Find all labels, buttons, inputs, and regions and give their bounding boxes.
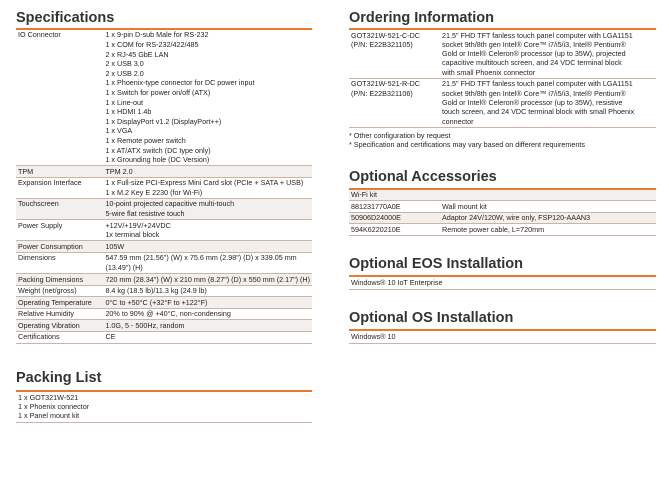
order-model: GOT321W-521-R-DC <box>351 79 420 89</box>
spec-value-line: 1 x Grounding hole (DC Version) <box>105 155 210 165</box>
accessory-description: Adaptor 24V/120W, wire only, FSP120-AAAN3 <box>440 212 656 223</box>
order-model-cell <box>349 29 440 78</box>
right-column <box>349 8 656 344</box>
list-item: 1 x GOT321W-521 <box>18 392 79 402</box>
spec-value <box>103 220 312 241</box>
spec-value-line: (13.49") (H) <box>105 262 143 272</box>
table-row <box>16 252 312 273</box>
spec-value-line: 547.59 mm (21.56") (W) x 75.6 mm (2.98") (D) x 339.05 mm <box>105 253 297 263</box>
note-item: * Other configuration by request <box>349 130 451 140</box>
spec-label: Touchscreen <box>16 199 103 220</box>
order-description-line: connector <box>442 116 474 126</box>
note-item: * Specification and certifications may vary based on different requirements <box>349 140 585 150</box>
spec-value-line: 2 x USB 2.0 <box>105 68 144 78</box>
spec-value-line: 2 x RJ-45 GbE LAN <box>105 49 169 59</box>
spec-value-line: TPM 2.0 <box>105 166 133 176</box>
table-row <box>16 241 312 253</box>
spec-value <box>103 177 312 198</box>
spec-value <box>103 199 312 220</box>
ordering-notes <box>349 131 656 150</box>
spec-value-line: 1.0G, 5 - 500Hz, random <box>105 320 185 330</box>
order-description <box>440 78 656 127</box>
table-row <box>349 224 656 235</box>
spec-value-line: 1x terminal block <box>105 230 160 240</box>
table-row <box>16 220 312 241</box>
accessories-group-label: Wi-Fi kit <box>349 189 656 201</box>
os-title: Optional OS Installation <box>349 310 514 327</box>
table-row <box>16 274 312 286</box>
accessory-code: 594K6220210E <box>349 224 440 235</box>
spec-value <box>103 252 312 273</box>
list-item: 1 x Panel mount kit <box>18 411 80 421</box>
spec-label: Weight (net/gross) <box>16 285 103 297</box>
order-description-line: Gold or Intel® Celeron® processor (up to 35W), resistive <box>442 98 623 108</box>
spec-value <box>103 166 312 178</box>
spec-label: Relative Humidity <box>16 308 103 320</box>
table-row <box>16 320 312 332</box>
eos-title: Optional EOS Installation <box>349 255 524 272</box>
spec-label: Certifications <box>16 332 103 344</box>
accessories-title: Optional Accessories <box>349 168 497 185</box>
list-item: 1 x Phoenix connector <box>18 401 90 411</box>
spec-value-line: 1 x AT/ATX switch (DC type only) <box>105 145 211 155</box>
ordering-table <box>349 28 656 128</box>
spec-value-line: 2 x USB 3.0 <box>105 59 144 69</box>
table-row <box>16 332 312 344</box>
spec-value <box>103 332 312 344</box>
packing-list <box>16 390 312 424</box>
table-row <box>16 29 312 166</box>
order-description-line: touch screen, and 24 VDC terminal block with small Phoenix <box>442 107 635 117</box>
specifications-table <box>16 28 312 344</box>
spec-value-line: 1 x M.2 Key E 2230 (for Wi-Fi) <box>105 187 203 197</box>
spec-label: Power Supply <box>16 220 103 241</box>
spec-value <box>103 320 312 332</box>
spec-label: TPM <box>16 166 103 178</box>
order-description-line: with small Phoenix connector <box>442 67 536 77</box>
order-model: GOT321W-521-C-DC <box>351 30 420 40</box>
spec-value-line: 1 x Full-size PCI-Express Mini Card slot (PCIe + SATA + USB) <box>105 178 304 188</box>
table-row <box>16 285 312 297</box>
table-row <box>16 177 312 198</box>
os-list <box>349 329 656 344</box>
spec-label: Power Consumption <box>16 241 103 253</box>
spec-label: Operating Temperature <box>16 297 103 309</box>
table-row <box>349 29 656 78</box>
spec-value <box>103 297 312 309</box>
spec-value-line: 10-point projected capacitive multi-touch <box>105 199 235 209</box>
spec-value-line: 1 x Line-out <box>105 97 143 107</box>
spec-value <box>103 285 312 297</box>
spec-value <box>103 241 312 253</box>
order-model-cell <box>349 78 440 127</box>
order-description-line: Gold or Intel® Celeron® processor (up to 35W), projected <box>442 49 626 59</box>
spec-value-line: 1 x Phoenix-type connector for DC power input <box>105 78 255 88</box>
table-row <box>16 199 312 220</box>
spec-value-line: 1 x HDMI 1.4b <box>105 107 152 117</box>
order-description-line: capacitive multitouch screen, and 24 VDC terminal block <box>442 58 622 68</box>
spec-label: Expansion Interface <box>16 177 103 198</box>
spec-value-line: 8.4 kg (18.5 lb)/11.3 kg (24.9 lb) <box>105 286 207 296</box>
eos-list <box>349 275 656 290</box>
accessory-description: Wall mount kit <box>440 201 656 212</box>
spec-value-line: 1 x COM for RS-232/422/485 <box>105 39 199 49</box>
spec-value <box>103 29 312 166</box>
spec-value <box>103 308 312 320</box>
table-row <box>349 189 656 201</box>
order-part-number: (P/N: E22B321105) <box>351 39 413 49</box>
order-description-line: 21.5" FHD TFT fanless touch panel computer with LGA1151 <box>442 79 633 89</box>
spec-value-line: 1 x Switch for power on/off (ATX) <box>105 87 211 97</box>
spec-value-line: 720 mm (28.34") (W) x 210 mm (8.27") (D) x 550 mm (2.17") (H) <box>105 274 310 284</box>
spec-value-line: 1 x DisplayPort v1.2 (DisplayPort++) <box>105 116 222 126</box>
left-column <box>16 8 312 423</box>
spec-value-line: 105W <box>105 241 125 251</box>
table-row <box>16 166 312 178</box>
order-description <box>440 29 656 78</box>
specifications-title: Specifications <box>16 10 115 26</box>
spec-value-line: 1 x VGA <box>105 126 133 136</box>
table-row <box>349 201 656 212</box>
spec-value-line: 0°C to +50°C (+32°F to +122°F) <box>105 297 208 307</box>
accessory-code: 881231770A0E <box>349 201 440 212</box>
table-row <box>16 308 312 320</box>
accessory-code: 50906D24000E <box>349 212 440 223</box>
spec-value-line: 20% to 90% @ +40°C, non-condensing <box>105 309 231 319</box>
accessories-table <box>349 188 656 236</box>
order-description-line: socket 9th/8th gen Intel® Core™ i7/i5/i3, Intel® Pentium® <box>442 88 626 98</box>
spec-value-line: 5-wire flat resistive touch <box>105 209 185 219</box>
spec-label: IO Connector <box>16 29 103 166</box>
accessory-description: Remote power cable, L=720mm <box>440 224 656 235</box>
ordering-title: Ordering Information <box>349 10 494 26</box>
eos-value: Windows® 10 IoT Enterprise <box>351 277 443 287</box>
table-row <box>16 297 312 309</box>
order-part-number: (P/N: E22B321106) <box>351 88 413 98</box>
spec-label: Operating Vibration <box>16 320 103 332</box>
spec-value <box>103 274 312 286</box>
spec-label: Packing Dimensions <box>16 274 103 286</box>
spec-value-line: CE <box>105 332 116 342</box>
spec-value-line: 1 x Remote power switch <box>105 135 186 145</box>
table-row <box>349 212 656 223</box>
packing-list-title: Packing List <box>16 369 102 386</box>
spec-value-line: +12V/+19V/+24VDC <box>105 220 171 230</box>
order-description-line: socket 9th/8th gen Intel® Core™ i7/i5/i3, Intel® Pentium® <box>442 39 626 49</box>
spec-label: Dimensions <box>16 252 103 273</box>
spec-value-line: 1 x 9-pin D-sub Male for RS-232 <box>105 30 209 40</box>
table-row <box>349 78 656 127</box>
order-description-line: 21.5" FHD TFT fanless touch panel computer with LGA1151 <box>442 30 633 40</box>
os-value: Windows® 10 <box>351 332 396 342</box>
